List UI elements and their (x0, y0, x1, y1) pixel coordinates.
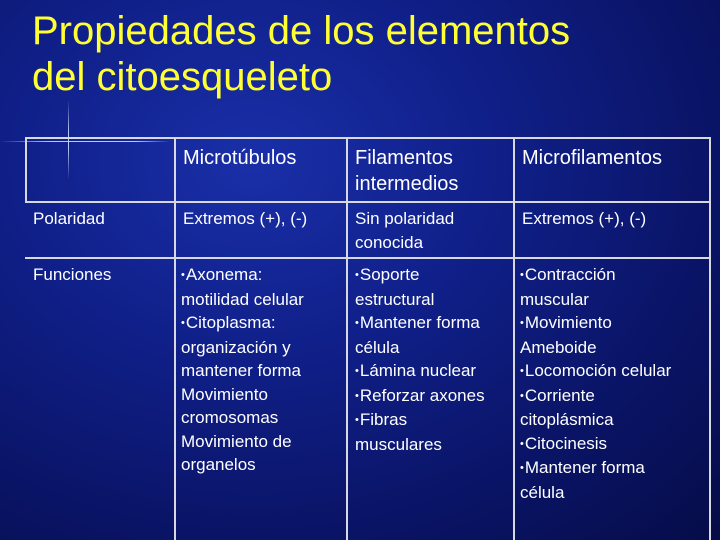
list-item: Movimiento de (181, 431, 292, 451)
list-item: Mantener forma (359, 313, 480, 332)
bullet: • (520, 437, 524, 450)
table-rule-right (709, 137, 711, 540)
bullet: • (520, 269, 524, 281)
bullet: • (181, 269, 185, 281)
cell-polaridad-microtubulos (183, 207, 307, 231)
cell-funciones-microfilamentos (520, 263, 671, 504)
bullet: • (520, 462, 524, 474)
cell-polaridad-filamentos-line-2: conocida (355, 232, 424, 252)
header-microtubulos-label: Microtúbulos (183, 147, 297, 169)
bullet: • (520, 317, 524, 329)
table-rule-col2 (346, 137, 348, 540)
list-item: Citoplasma: (185, 313, 276, 332)
list-item: motilidad celular (181, 289, 304, 309)
list-item: Soporte (359, 265, 420, 284)
cell-polaridad-filamentos-line-1: Sin polaridad (355, 209, 455, 228)
cell-polaridad-filamentos (355, 207, 454, 254)
list-item: organelos (181, 455, 256, 474)
header-microfilamentos-label: Microfilamentos (522, 147, 663, 169)
bullet: • (181, 317, 185, 329)
row-label-funciones (33, 263, 111, 287)
list-item: muscular (520, 289, 589, 309)
list-item: organización y (181, 337, 291, 357)
bullet: • (355, 389, 359, 402)
list-item: Axonema: (185, 265, 263, 284)
table-rule-col3 (513, 137, 515, 540)
title-line-1: Propiedades de los elementos (32, 9, 571, 53)
list-item: Contracción (524, 265, 616, 284)
cell-polaridad-microfilamentos-text: Extremos (+), (-) (522, 209, 647, 228)
list-item: citoplásmica (520, 410, 614, 429)
header-microfilamentos (522, 145, 662, 171)
list-item: Mantener forma (524, 458, 645, 477)
header-filamentos-intermedios (355, 145, 458, 197)
list-item: Lámina nuclear (359, 361, 477, 380)
list-item: Movimiento (524, 313, 612, 332)
list-item: musculares (355, 434, 442, 454)
cell-polaridad-microfilamentos (522, 207, 646, 231)
table-rule-row1 (25, 257, 711, 259)
list-item: cromosomas (181, 408, 279, 427)
title-line-2: del citoesqueleto (32, 55, 333, 99)
cell-funciones-filamentos (355, 263, 485, 456)
table-rule-col1 (174, 137, 176, 540)
list-item: célula (355, 337, 400, 357)
list-item: célula (520, 482, 565, 502)
list-item: Corriente (524, 385, 595, 405)
bullet: • (355, 414, 359, 426)
table-rule-left (25, 137, 27, 203)
bullet: • (520, 389, 524, 402)
list-item: estructural (355, 289, 435, 309)
row-label-polaridad-text: Polaridad (33, 209, 105, 228)
bullet: • (355, 317, 359, 329)
list-item: mantener forma (181, 361, 301, 380)
cell-polaridad-microtubulos-text: Extremos (+), (-) (183, 209, 308, 228)
header-filamentos-line-2: intermedios (355, 173, 459, 195)
cell-funciones-microtubulos (181, 263, 304, 477)
list-item: Citocinesis (524, 433, 608, 453)
list-item: Fibras (359, 410, 408, 429)
row-label-funciones-text: Funciones (33, 265, 112, 284)
row-label-polaridad (33, 207, 105, 231)
list-item: Ameboide (520, 337, 597, 357)
header-filamentos-line-1: Filamentos (355, 147, 453, 169)
bullet: • (355, 269, 359, 281)
table-rule-top (25, 137, 711, 139)
list-item: Movimiento (181, 384, 268, 404)
list-item: Reforzar axones (359, 385, 485, 405)
list-item: Locomoción celular (524, 361, 672, 380)
bullet: • (520, 365, 524, 377)
bullet: • (355, 365, 359, 377)
table-rule-header (25, 201, 711, 203)
header-microtubulos (183, 145, 296, 171)
